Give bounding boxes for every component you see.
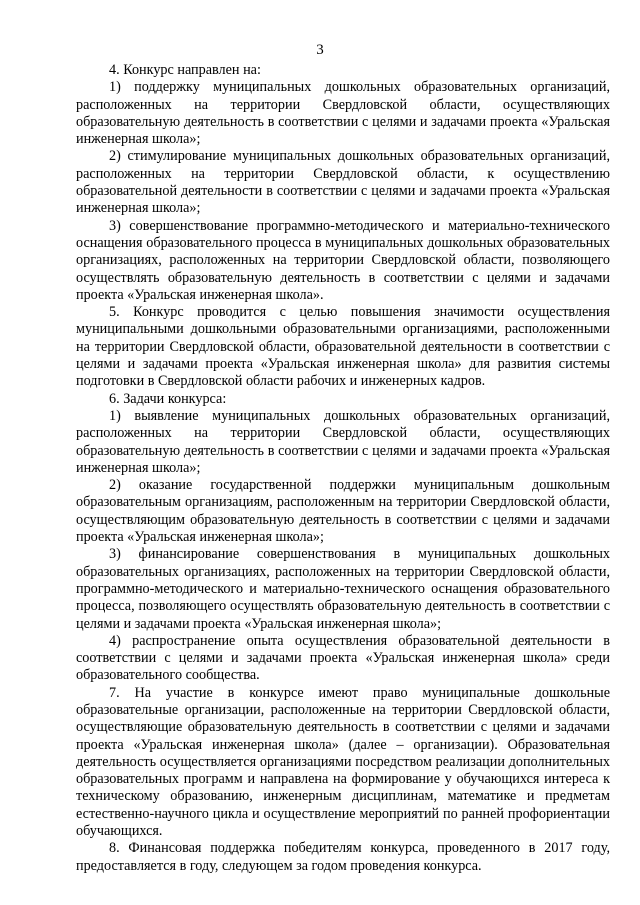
paragraph-7: 7. На участие в конкурсе имеют право муниципальные дошкольные образовательные организации, расположенные на территории Свердловской области, осуществляющие образовательную деятельность в соответствии с целями и задачами проекта «Уральская инженерная школа» (далее – организации). Образовательная деятельность осуществляется организациями посредством реализации дополнительных образовательных программ и направлена на формирование у обучающихся интереса к техническому образованию, инженерным дисциплинам, математике и предметам естественно-научного цикла и осуществление мероприятий по ранней профориентации обучающихся.: [76, 684, 610, 840]
page-number: 3: [316, 42, 324, 58]
paragraph-4-item-3: 3) совершенствование программно-методического и материально-технического оснащения образовательного процесса в муниципальных дошкольных образовательных организациях, расположенных на территории Свердловской области, позволяющего осуществлять образовательную деятельность в соответствии с целями и задачами проекта «Уральская инженерная школа».: [76, 217, 610, 303]
paragraph-6-item-3: 3) финансирование совершенствования в муниципальных дошкольных образовательных организациях, расположенных на территории Свердловской области, программно-методического и материально-технического оснащения образовательного процесса, позволяющего осуществлять образовательную деятельность в соответствии с целями и задачами проекта «Уральская инженерная школа»;: [76, 546, 610, 632]
document-body: [76, 62, 610, 875]
paragraph-6-item-2: 2) оказание государственной поддержки муниципальным дошкольным образовательным организациям, расположенным на территории Свердловской области, осуществляющим образовательную деятельность в соответствии с целями и задачами проекта «Уральская инженерная школа»;: [76, 477, 610, 546]
paragraph-4-item-2: 2) стимулирование муниципальных дошкольных образовательных организаций, расположенных на территории Свердловской области, к осуществлению образовательной деятельности в соответствии с целями и задачами проекта «Уральская инженерная школа»;: [76, 148, 610, 217]
paragraph-4-intro: 4. Конкурс направлен на:: [109, 62, 261, 78]
paragraph-8: 8. Финансовая поддержка победителям конкурса, проведенного в 2017 году, предоставляется в году, следующем за годом проведения конкурса.: [76, 840, 610, 874]
paragraph-4-item-1: 1) поддержку муниципальных дошкольных образовательных организаций, расположенных на территории Свердловской области, осуществляющих образовательную деятельность в соответствии с целями и задачами проекта «Уральская инженерная школа»;: [76, 79, 610, 148]
paragraph-6-intro: 6. Задачи конкурса:: [109, 390, 227, 407]
paragraph-6-item-4: 4) распространение опыта осуществления образовательной деятельности в соответствии с целями и задачами проекта «Уральская инженерная школа» среди образовательного сообщества.: [76, 632, 610, 684]
paragraph-6-item-1: 1) выявление муниципальных дошкольных образовательных организаций, расположенных на территории Свердловской области, осуществляющих образовательную деятельность в соответствии с целями и задачами проекта «Уральская инженерная школа»;: [76, 407, 610, 476]
paragraph-5: 5. Конкурс проводится с целью повышения значимости осуществления муниципальными дошкольными образовательными организациями, расположенными на территории Свердловской области, образовательной деятельности в соответствии с целями и задачами проекта «Уральская инженерная школа» для развития системы подготовки в Свердловской области рабочих и инженерных кадров.: [76, 304, 610, 390]
